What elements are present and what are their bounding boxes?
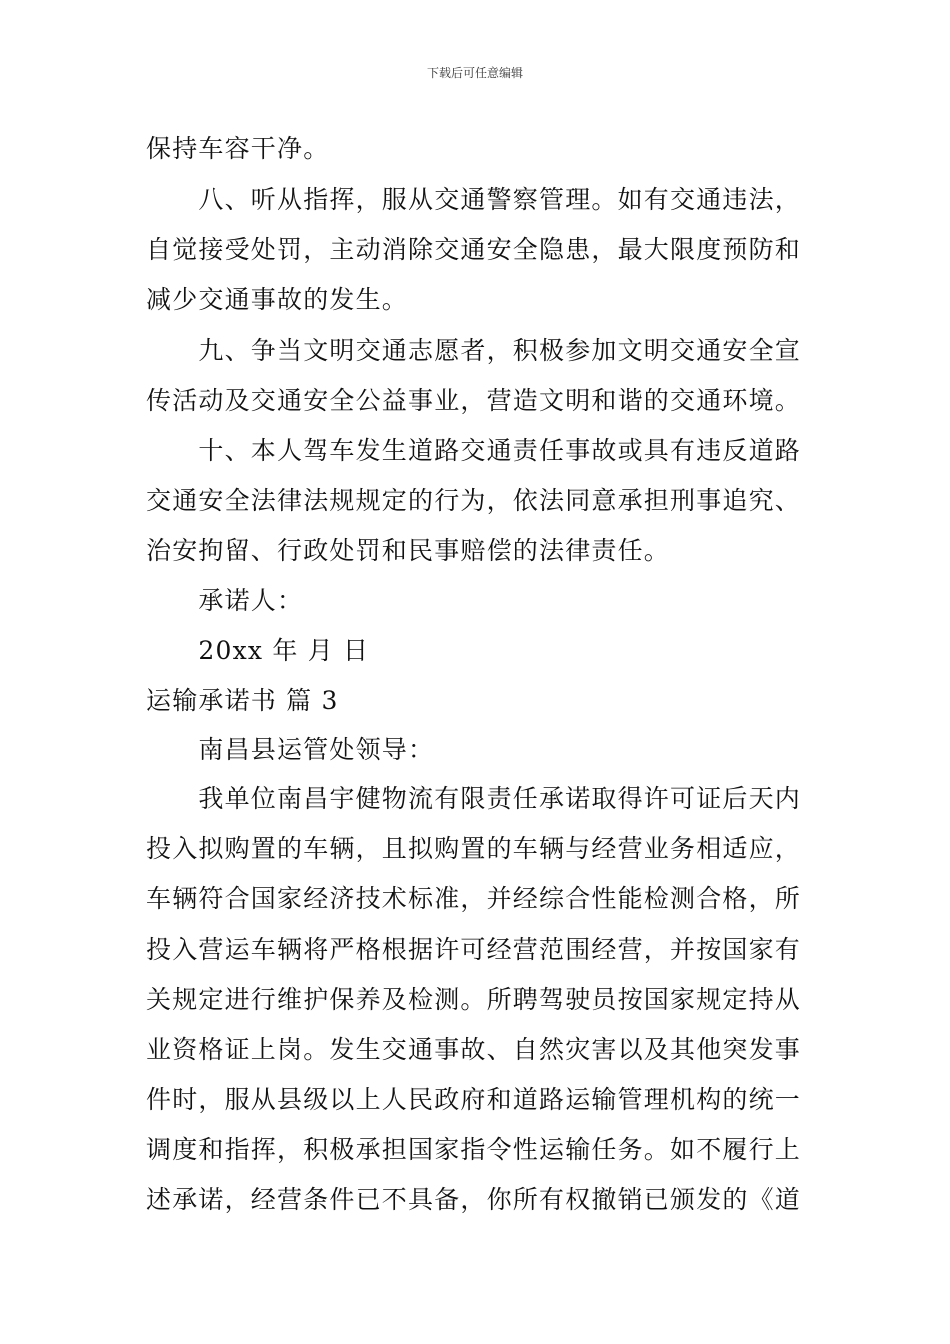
text-line: 九、争当文明交通志愿者，积极参加文明交通安全宣 <box>146 336 802 365</box>
text-line: 述承诺，经营条件已不具备，你所有权撤销已颁发的《道 <box>146 1185 802 1214</box>
signer-label: 承诺人： <box>146 586 304 615</box>
text-line: 我单位南昌宇健物流有限责任承诺取得许可证后天内 <box>146 784 802 813</box>
text-line: 调度和指挥，积极承担国家指令性运输任务。如不履行上 <box>146 1135 802 1164</box>
text-line: 业资格证上岗。发生交通事故、自然灾害以及其他突发事 <box>146 1035 802 1064</box>
salutation: 南昌县运管处领导： <box>146 735 435 764</box>
text-line: 关规定进行维护保养及检测。所聘驾驶员按国家规定持从 <box>146 985 802 1014</box>
date-line: 20xx 年 月 日 <box>146 636 370 665</box>
text-line: 保持车容干净。 <box>146 134 330 163</box>
text-line: 投入拟购置的车辆，且拟购置的车辆与经营业务相适应， <box>146 834 802 863</box>
text-line: 减少交通事故的发生。 <box>146 285 409 314</box>
text-line: 交通安全法律法规规定的行为，依法同意承担刑事追究、 <box>146 486 802 515</box>
text-line: 车辆符合国家经济技术标准，并经综合性能检测合格，所 <box>146 884 802 913</box>
text-line: 自觉接受处罚，主动消除交通安全隐患，最大限度预防和 <box>146 235 802 264</box>
page-header-note: 下载后可任意编辑 <box>426 66 523 80</box>
text-line: 十、本人驾车发生道路交通责任事故或具有违反道路 <box>146 436 802 465</box>
text-line: 八、听从指挥，服从交通警察管理。如有交通违法， <box>146 185 802 214</box>
text-line: 投入营运车辆将严格根据许可经营范围经营，并按国家有 <box>146 935 802 964</box>
text-line: 件时，服从县级以上人民政府和道路运输管理机构的统一 <box>146 1085 802 1114</box>
text-line: 治安拘留、行政处罚和民事赔偿的法律责任。 <box>146 536 671 565</box>
text-line: 传活动及交通安全公益事业，营造文明和谐的交通环境。 <box>146 386 802 415</box>
section-heading: 运输承诺书 篇 3 <box>146 686 339 715</box>
